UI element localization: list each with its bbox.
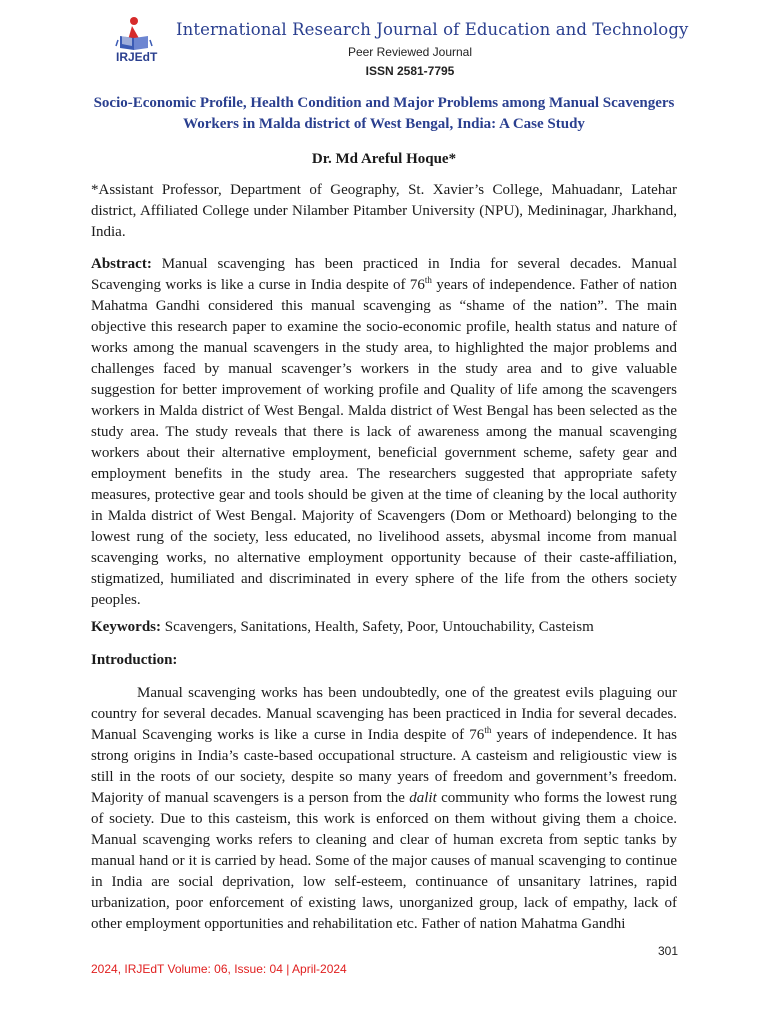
footer-citation: 2024, IRJEdT Volume: 06, Issue: 04 | April-2024	[91, 962, 347, 976]
intro-text-2: years of independence. It has strong origins in India’s caste-based occupational structure. A casteism and religioustic view is still in the roots of our society, despite so many years of freedom and government’s freedom. Majority of manual scavengers is a person from the	[91, 727, 677, 806]
abstract-paragraph	[91, 254, 677, 611]
abstract-text-1: Manual scavenging has been practiced in India for several decades. Manual Scavenging works is like a curse in India despite of 76	[91, 256, 677, 293]
introduction-heading: Introduction:	[91, 652, 178, 668]
peer-reviewed-label: Peer Reviewed Journal	[347, 45, 473, 59]
intro-italic-dalit: dalit	[409, 790, 437, 806]
author-name: Dr. Md Areful Hoque*	[311, 151, 457, 167]
title-line-1: Socio-Economic Profile, Health Condition and Major Problems among Manual Scavengers	[93, 95, 675, 111]
issn-label: ISSN 2581-7795	[365, 64, 455, 78]
abstract-superscript: th	[424, 275, 432, 285]
intro-superscript: th	[484, 725, 492, 735]
paper-title	[80, 93, 688, 135]
intro-text-1: Manual scavenging works has been undoubtedly, one of the greatest evils plaguing our country for several decades. Manual scavenging has been practiced in India for several decades. Manual Scavenging works is like a curse in India despite of 76	[91, 685, 677, 743]
keywords-paragraph	[91, 617, 677, 638]
abstract-text-2: years of independence. Father of nation Mahatma Gandhi considered this manual scavenging as “shame of the nation”. The main objective this research paper to examine the socio-economic profile, health status and nature of works among the manual scavengers in the study area, to highlighted the major problems and challenges faced by manual scavenger’s workers in the study area and to give valuable suggestion for better improvement of working profile and Quality of life among the scavengers workers in Malda district of West Bengal. Malda district of West Bengal has been selected as the study area. The study reveals that there is lack of awareness among the manual scavenging workers about their alternative employment, beneficial government scheme, safety gear and employment benefits in the study area. The researchers suggested that appropriate safety measures, protective gear and tools should be given at the time of cleaning by the local authority in Malda district of West Bengal. Majority of Scavengers (Dom or Methoard) belonging to the lowest rung of the society, less educated, no livelihood assets, abysmal income from manual scavenging works, no alternative employment opportunity because of their caste-affiliation, stigmatized, humiliated and discriminated in every sphere of the life from the others society peoples.	[91, 277, 677, 608]
logo-text: IRJEdT	[116, 50, 158, 64]
abstract-label: Abstract:	[91, 256, 152, 272]
intro-text-3: community who forms the lowest rung of society. Due to this casteism, this work is enforced on them without giving them a choice. Manual scavenging works refers to cleaning and clear of human excreta from septic tanks by manual hand or it is carried by head. Some of the major causes of manual scavenging to continue in India are social deprivation, low self-esteem, continuance of unsanitary latrines, rapid urbanization, poor enforcement of existing laws, unorganized group, lack of empathy, lack of other employment opportunities and rehabilitation etc. Father of nation Mahatma Gandhi	[91, 790, 677, 932]
author-affiliation: *Assistant Professor, Department of Geography, St. Xavier’s College, Mahuadanr, Latehar district, Affiliated College under Nilamber Pitamber University (NPU), Medininagar, Jharkhand, India.	[91, 182, 677, 240]
introduction-paragraph	[91, 683, 677, 935]
keywords-label: Keywords:	[91, 619, 161, 635]
journal-name: International Research Journal of Education and Technology	[176, 20, 689, 39]
title-line-2: Workers in Malda district of West Bengal, India: A Case Study	[183, 116, 585, 132]
page-number: 301	[657, 944, 678, 958]
keywords-text: Scavengers, Sanitations, Health, Safety, Poor, Untouchability, Casteism	[161, 619, 594, 635]
